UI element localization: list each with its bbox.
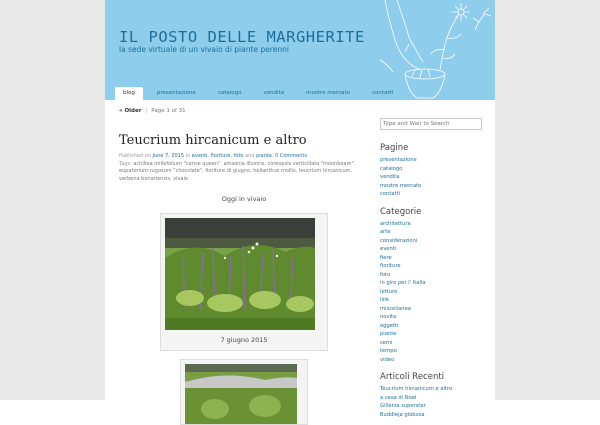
right-background-strip — [495, 0, 600, 400]
site-title[interactable]: IL POSTO DELLE MARGHERITE — [119, 28, 365, 46]
tag-link[interactable]: fioriture di giugno — [205, 168, 251, 174]
post-navigation — [119, 108, 369, 114]
category-link[interactable]: miscellanea — [380, 305, 411, 312]
post-date-link[interactable]: June 7, 2015 — [152, 153, 185, 159]
photo-caption: 7 giugno 2015 — [220, 336, 268, 344]
tag-link[interactable]: teucrium hircanicum — [298, 168, 351, 174]
tags-label: Tags: — [119, 160, 132, 167]
category-link[interactable]: architettura — [380, 220, 411, 227]
page-indicator: Page 1 of 31 — [151, 108, 186, 114]
page-link[interactable]: contatti — [380, 191, 401, 197]
category-link[interactable]: foto — [233, 153, 244, 159]
page-link[interactable]: mostre mercato — [380, 182, 422, 189]
page-link[interactable]: presentazione — [380, 157, 417, 163]
post-body — [119, 195, 369, 425]
sidebar — [380, 110, 485, 419]
tag-link[interactable]: eupatorium rugosum "chocolate" — [119, 168, 203, 174]
plants-photo[interactable] — [165, 218, 315, 330]
recent-posts-widget — [380, 372, 485, 419]
tag-link[interactable]: helianthus mollis — [253, 168, 296, 174]
category-link[interactable]: fiere — [380, 254, 392, 261]
post-tags: Tags: achillea millefolium "cerise queen", amsonia illustris, coreopsis verticillata "moonbeam", eupatorium rugosum "chocolate", fioriture di giugno, helianthus mollis, teucrium hircanicum, verbena bonariensis, vivaio — [119, 160, 356, 182]
category-link[interactable]: eventi — [380, 246, 397, 252]
category-link[interactable]: arte — [380, 229, 391, 235]
tag-link[interactable]: vivaio — [173, 175, 188, 182]
site-description: la sede virtuale di un vivaio di piante perenni — [119, 45, 289, 54]
category-link[interactable]: fioriture — [380, 263, 401, 269]
category-link[interactable]: in giro per l' Italia — [380, 280, 426, 286]
published-on-label: Published on — [119, 153, 151, 159]
category-link[interactable]: considerazioni — [380, 237, 418, 244]
widget-title: Pagine — [380, 143, 409, 153]
recent-post-link[interactable]: Teucrium hircanicum e altro — [380, 386, 453, 392]
widget-title: Categorie — [380, 206, 422, 217]
widget-title: Articoli Recenti — [380, 372, 445, 382]
tag-link[interactable]: amsonia illustris — [223, 160, 265, 167]
nav-contatti[interactable]: contatti — [372, 90, 394, 96]
post-title[interactable]: Teucrium hircanicum e altro — [119, 133, 307, 148]
separator: | — [145, 108, 148, 114]
and-label: and — [245, 153, 255, 159]
tag-link[interactable]: coreopsis verticillata "moonbeam" — [267, 160, 354, 167]
left-background-strip — [0, 0, 105, 400]
post-meta: Published on June 7, 2015 in eventi, fioriture, foto and piante. 0 Comments — [119, 153, 307, 159]
nav-blog[interactable]: blog — [115, 87, 143, 100]
categories-widget — [380, 207, 485, 365]
page-link[interactable]: vendita — [380, 174, 400, 180]
category-link[interactable]: eventi — [191, 153, 208, 159]
comments-link[interactable]: 0 Comments — [275, 153, 307, 159]
nav-mostre-mercato[interactable]: mostre mercato — [306, 90, 350, 96]
category-link[interactable]: letture — [380, 288, 398, 295]
nav-vendita[interactable]: vendita — [263, 90, 285, 96]
main-content — [119, 108, 369, 425]
category-link[interactable]: piante — [380, 331, 397, 337]
page-link[interactable]: catalogo — [380, 165, 403, 172]
category-link[interactable]: video — [380, 356, 395, 363]
nav-catalogo[interactable]: catalogo — [217, 90, 242, 96]
category-link[interactable]: oggetti — [380, 322, 399, 329]
category-link[interactable]: tempo — [380, 348, 397, 354]
category-link[interactable]: fioriture — [210, 153, 231, 159]
older-posts-link[interactable]: « Older — [119, 108, 142, 114]
main-nav — [115, 87, 407, 100]
post-intro: Oggi in vivaio — [221, 195, 267, 203]
tag-link[interactable]: achillea millefolium "cerise queen" — [133, 160, 221, 167]
pages-widget — [380, 143, 485, 199]
photo-figure-2 — [180, 359, 308, 425]
content-wrapper — [105, 0, 495, 418]
flower-pot-illustration — [375, 0, 495, 100]
photo-figure — [160, 213, 328, 351]
category-link[interactable]: foto — [380, 271, 391, 278]
category-link[interactable]: piante — [256, 153, 272, 159]
tag-link[interactable]: verbena bonariensis — [119, 175, 170, 182]
recent-post-link[interactable]: a casa di Noel — [380, 394, 417, 401]
category-link[interactable]: link — [380, 297, 390, 303]
site-header — [105, 0, 495, 100]
category-link[interactable]: novita — [380, 314, 397, 320]
plants-photo-2[interactable] — [185, 364, 297, 424]
search-input[interactable] — [380, 118, 482, 130]
in-label: in — [185, 153, 191, 159]
recent-post-link[interactable]: Gillenia superstar — [380, 403, 426, 409]
recent-post-link[interactable]: Buddleja globosa — [380, 411, 425, 418]
nav-presentazione[interactable]: presentazione — [156, 90, 196, 96]
category-link[interactable]: semi — [380, 339, 393, 346]
